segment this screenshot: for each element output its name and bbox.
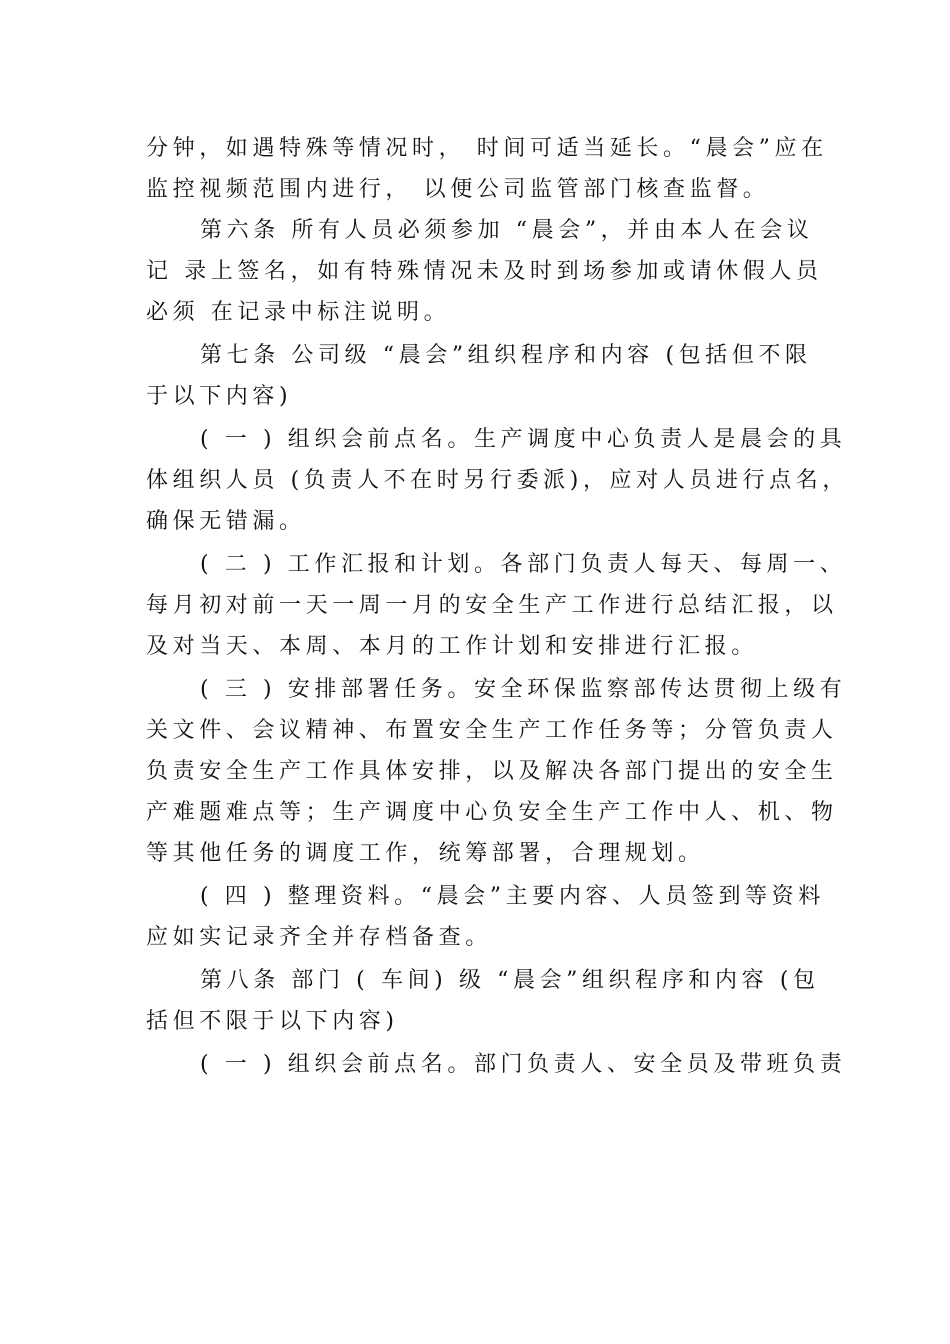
- text-line: 于以下内容): [146, 384, 293, 409]
- text-line: 体组织人员 (负责人不在时另行委派)，应对人员进行点名，: [146, 468, 849, 493]
- text-line: 负责安全生产工作具体安排，以及解决各部门提出的安全生: [146, 759, 838, 784]
- text-line: 及对当天、本周、本月的工作计划和安排进行汇报。: [146, 634, 758, 659]
- text-line: 监控视频范围内进行， 以便公司监管部门核查监督。: [146, 177, 770, 202]
- text-line: 括但不限于以下内容): [146, 1009, 399, 1034]
- clause-line: ( 三 ) 安排部署任务。安全环保监察部传达贯彻上级有: [200, 677, 847, 702]
- text-line: 应如实记录齐全并存档备查。: [146, 925, 492, 950]
- clause-line: ( 一 ) 组织会前点名。生产调度中心负责人是晨会的具: [200, 427, 847, 452]
- text-line: 确保无错漏。: [146, 509, 306, 534]
- text-line: 必须 在记录中标注说明。: [146, 300, 451, 325]
- text-line: 记 录上签名，如有特殊情况未及时到场参加或请休假人员: [146, 259, 823, 284]
- text-line: 分钟，如遇特殊等情况时， 时间可适当延长。“晨会”应在: [146, 136, 828, 161]
- text-line: 等其他任务的调度工作，统筹部署，合理规划。: [146, 841, 705, 866]
- clause-line: ( 四 ) 整理资料。“晨会”主要内容、人员签到等资料: [200, 884, 825, 909]
- text-line: 每月初对前一天一周一月的安全生产工作进行总结汇报，以: [146, 593, 838, 618]
- article-7-line: 第七条 公司级 “晨会”组织程序和内容 (包括但不限: [200, 343, 812, 368]
- text-line: 产难题难点等；生产调度中心负安全生产工作中人、机、物: [146, 800, 838, 825]
- article-8-line: 第八条 部门 ( 车间) 级 “晨会”组织程序和内容 (包: [200, 968, 820, 993]
- article-6-line: 第六条 所有人员必须参加 “晨会”，并由本人在会议: [200, 218, 814, 243]
- text-line: 关文件、会议精神、布置安全生产工作任务等；分管负责人: [146, 718, 838, 743]
- clause-line: ( 一 ) 组织会前点名。部门负责人、安全员及带班负责: [200, 1052, 847, 1077]
- clause-line: ( 二 ) 工作汇报和计划。各部门负责人每天、每周一、: [200, 552, 847, 577]
